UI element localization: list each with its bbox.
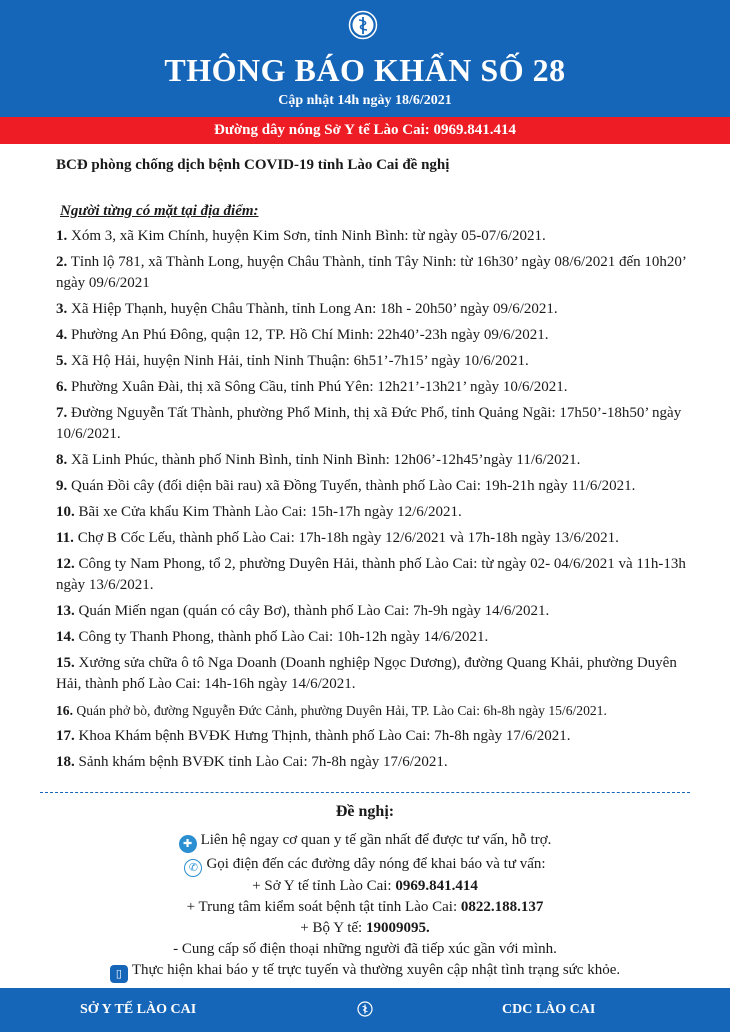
list-item: 10. Bãi xe Cửa khẩu Kim Thành Lào Cai: 15h-17h ngày 12/6/2021. [56,504,462,520]
request-line-call: ✆ Gọi điện đến các đường dây nóng để khai báo và tư vấn: [0,854,730,877]
list-item: 5. Xã Hộ Hải, huyện Ninh Hải, tỉnh Ninh Thuận: 6h51’-7h15’ ngày 10/6/2021. [56,353,529,369]
list-item: 14. Công ty Thanh Phong, thành phố Lào Cai: 10h-12h ngày 14/6/2021. [56,629,489,645]
health-contact-icon: ✚ [179,835,197,853]
hotline-byt: + Bộ Y tế: 19009095. [300,920,430,936]
list-item: 12. Công ty Nam Phong, tổ 2, phường Duyên Hải, thành phố Lào Cai: từ ngày 02- 04/6/2021 và 11h-13h ngày 13/6/2021. [56,556,686,593]
medical-emblem-icon [357,1001,373,1017]
request-line-contacts: - Cung cấp số điện thoại những người đã tiếp xúc gần với mình. [173,941,557,957]
footer-left: SỞ Y TẾ LÀO CAI [80,1002,197,1017]
mobile-icon: ▯ [110,965,128,983]
hotline-so-yte: + Sở Y tế tỉnh Lào Cai: 0969.841.414 [252,878,478,894]
footer-right: CDC LÀO CAI [502,1002,596,1017]
page-title: THÔNG BÁO KHẨN SỐ 28 [164,52,566,88]
request-heading: Đề nghị: [335,803,395,820]
list-item: 13. Quán Miến ngan (quán có cây Bơ), thành phố Lào Cai: 7h-9h ngày 14/6/2021. [56,603,550,619]
hotline-cdc: + Trung tâm kiểm soát bệnh tật tỉnh Lào Cai: 0822.188.137 [186,899,544,915]
list-item: 1. Xóm 3, xã Kim Chính, huyện Kim Sơn, tỉnh Ninh Bình: từ ngày 05-07/6/2021. [56,228,546,244]
header-banner [0,0,730,117]
list-item: 3. Xã Hiệp Thạnh, huyện Châu Thành, tỉnh Long An: 18h - 20h50’ ngày 09/6/2021. [56,301,558,317]
list-item: 9. Quán Đồi cây (đối diện bãi rau) xã Đồng Tuyển, thành phố Lào Cai: 19h-21h ngày 11/6/2021. [56,478,636,494]
list-item: 16. Quán phở bò, đường Nguyễn Đức Cảnh, phường Duyên Hải, TP. Lào Cai: 6h-8h ngày 15/6/2021. [56,703,607,718]
section-divider [40,792,690,793]
request-line-contact: ✚ Liên hệ ngay cơ quan y tế gần nhất để được tư vấn, hỗ trợ. [0,830,730,853]
phone-icon: ✆ [184,859,202,877]
footer-bar [0,988,730,1032]
list-item: 2. Tỉnh lộ 781, xã Thành Long, huyện Châu Thành, tỉnh Tây Ninh: từ 16h30’ ngày 08/6/2021 đến 10h20’ ngày 09/6/2021 [56,254,686,291]
locations-heading: Người từng có mặt tại địa điểm: [60,203,259,219]
locations-list [56,226,696,778]
list-item: 11. Chợ B Cốc Lếu, thành phố Lào Cai: 17h-18h ngày 12/6/2021 và 17h-18h ngày 13/6/2021. [56,530,619,546]
list-item: 17. Khoa Khám bệnh BVĐK Hưng Thịnh, thành phố Lào Cai: 7h-8h ngày 17/6/2021. [56,728,571,744]
request-line-declare: ▯ Thực hiện khai báo y tế trực tuyến và thường xuyên cập nhật tình trạng sức khỏe. [0,960,730,983]
intro-text: BCĐ phòng chống dịch bệnh COVID-19 tỉnh Lào Cai đề nghị [56,157,450,173]
hotline-bar: Đường dây nóng Sở Y tế Lào Cai: 0969.841.414 [0,117,730,144]
list-item: 15. Xưởng sửa chữa ô tô Nga Doanh (Doanh nghiệp Ngọc Dương), đường Quang Khải, phường Duyên Hải, thành phố Lào Cai: 14h-16h ngày 14/6/2021. [56,655,677,692]
list-item: 18. Sảnh khám bệnh BVĐK tỉnh Lào Cai: 7h-8h ngày 17/6/2021. [56,754,448,770]
list-item: 7. Đường Nguyễn Tất Thành, phường Phổ Minh, thị xã Đức Phổ, tỉnh Quảng Ngãi: 17h50’-18h50’ ngày 10/6/2021. [56,405,682,442]
list-item: 8. Xã Linh Phúc, thành phố Ninh Bình, tỉnh Ninh Bình: 12h06’-12h45’ngày 11/6/2021. [56,452,581,468]
list-item: 6. Phường Xuân Đài, thị xã Sông Cầu, tỉnh Phú Yên: 12h21’-13h21’ ngày 10/6/2021. [56,379,568,395]
medical-emblem-icon [348,10,378,40]
list-item: 4. Phường An Phú Đông, quận 12, TP. Hồ Chí Minh: 22h40’-23h ngày 09/6/2021. [56,327,549,343]
update-time: Cập nhật 14h ngày 18/6/2021 [278,93,452,108]
